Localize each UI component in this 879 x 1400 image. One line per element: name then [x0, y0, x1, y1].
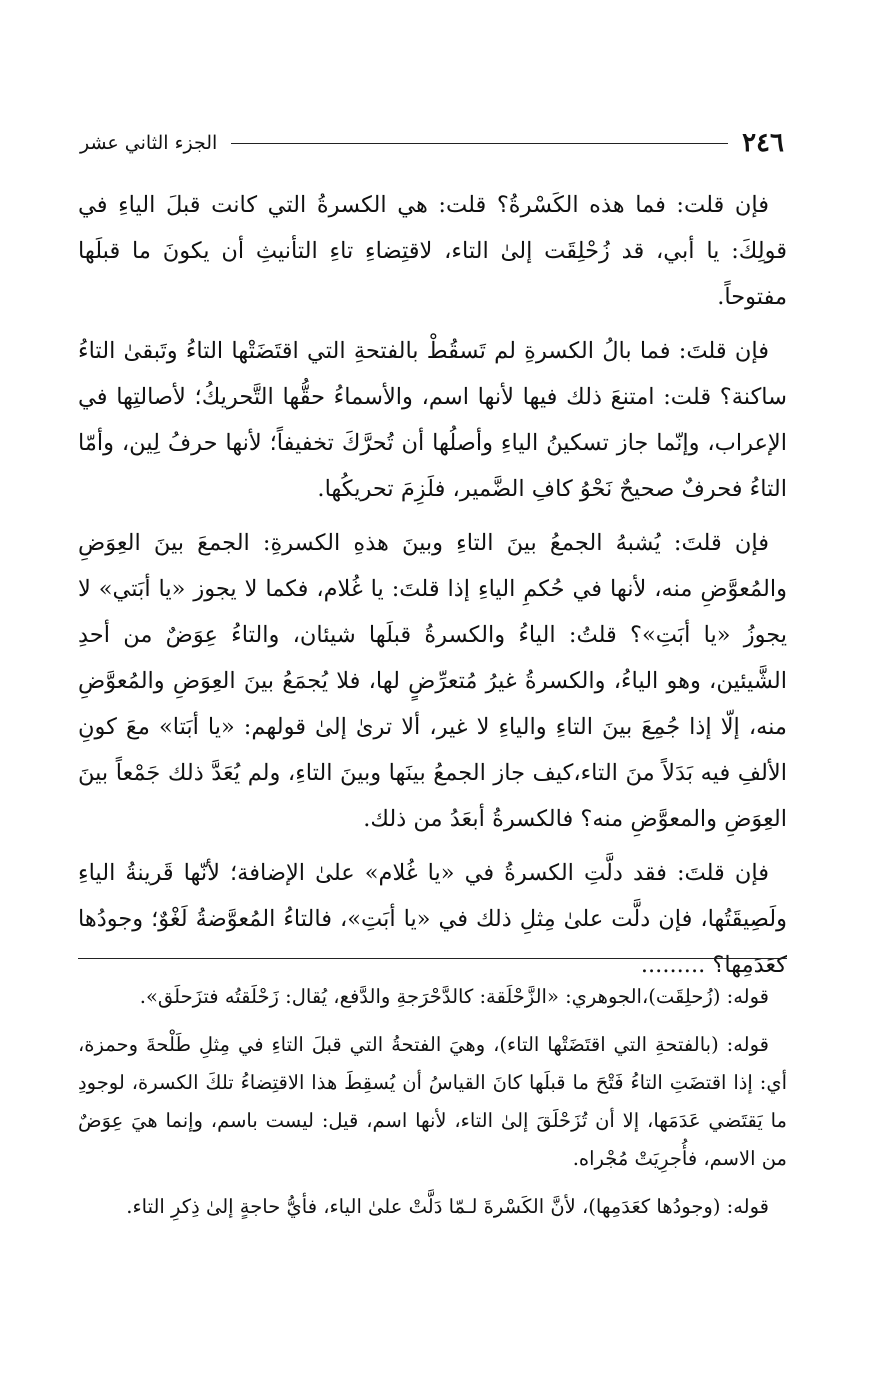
running-title: الجزء الثاني عشر	[80, 132, 218, 154]
footnotes	[78, 978, 787, 1236]
footnote: قوله: (وجودُها كعَدَمِها)، لأنَّ الكَسْرةَ لـمّا دَلَّتْ علىٰ الياء، فأيُّ حاجةٍ إلىٰ ذِكرِ التاء.	[126, 1195, 769, 1218]
page-number: ٢٤٦	[742, 128, 784, 158]
header-rule	[231, 143, 728, 144]
main-text	[78, 182, 787, 996]
paragraph: فإن قلت: فما هذه الكَسْرةُ؟ قلت: هي الكسرةُ التي كانت قبلَ الياءِ في قولِكَ: يا أبي، قد زُحْلِقَت إلىٰ التاء، لاقتِضاءِ تاءِ التأنيثِ أن يكونَ ما قبلَها مفتوحاً.	[78, 192, 787, 310]
footnote-divider	[78, 958, 787, 959]
page-header	[80, 128, 784, 158]
paragraph: فإن قلتَ: يُشبهُ الجمعُ بينَ التاءِ وبينَ هذهِ الكسرةِ: الجمعَ بينَ العِوَضِ والمُعوَّضِ منه، لأنها في حُكمِ الياءِ إذا قلتَ: يا غُلام، فكما لا يجوز «يا أبَتي» لا يجوزُ «يا أبَتِ»؟ قلتُ: الياءُ والكسرةُ قبلَها شيئان، والتاءُ عِوَضٌ من أحدِ الشَّيئين، وهو الياءُ، والكسرةُ غيرُ مُتعرِّضٍ لها، فلا يُجمَعُ بينَ العِوَضِ والمُعوَّضِ منه، إلّا إذا جُمِعَ بينَ التاءِ والياءِ لا غير، ألا ترىٰ إلىٰ قولهم: «يا أبَتا» معَ كونِ الألفِ فيه بَدَلاً منَ التاء،كيف جاز الجمعُ بينَها وبينَ التاءِ، ولم يُعَدَّ ذلك جَمْعاً بينَ العِوَضِ والمعوَّضِ منه؟ فالكسرةُ أبعَدُ من ذلك.	[78, 530, 787, 832]
footnote: قوله: (زُحلِقَت)،الجوهري: «الزَّحْلَقة: كالدَّحْرَجةِ والدَّفع، يُقال: زَحْلَقتُه فتزَحلَق».	[139, 985, 769, 1008]
paragraph: فإن قلتَ: فقد دلَّتِ الكسرةُ في «يا غُلام» علىٰ الإضافة؛ لأنّها قَرينةُ الياءِ ولَصِيقَتُها، فإن دلَّت علىٰ مِثلِ ذلك في «يا أبَتِ»، فالتاءُ المُعوَّضةُ لَغْوٌ؛ وجودُها كعَدَمِها؟ .........	[78, 860, 787, 978]
paragraph: فإن قلتَ: فما بالُ الكسرةِ لم تَسقُطْ بالفتحةِ التي اقتَضَتْها التاءُ وتَبقىٰ التاءُ ساكنة؟ قلت: امتنعَ ذلك فيها لأنها اسم، والأسماءُ حقُّها التَّحريكُ؛ لأصالتِها في الإعراب، وإنّما جاز تسكينُ الياءِ وأصلُها أن تُحرَّكَ تخفيفاً؛ لأنها حرفُ لِين، وأمّا التاءُ فحرفٌ صحيحٌ نَحْوُ كافِ الضَّمير، فلَزِمَ تحريكُها.	[78, 338, 787, 502]
footnote: قوله: (بالفتحةِ التي اقتَضَتْها التاء)، وهيَ الفتحةُ التي قبلَ التاءِ في مِثلِ طَلْحةَ وحمزة، أي: إذا اقتضَتِ التاءُ فَتْحَ ما قبلَها كانَ القياسُ أن يُسقِطَ هذا الاقتِضاءُ تلكَ الكسرة، لوجودِ ما يَقتَضي عَدَمَها، إلا أن تُزَحْلَقَ إلىٰ التاء، لأنها اسم، قيل: ليست باسم، وإنما هيَ عِوَضٌ من الاسم، فأُجرِيَتْ مُجْراه.	[78, 1033, 787, 1170]
